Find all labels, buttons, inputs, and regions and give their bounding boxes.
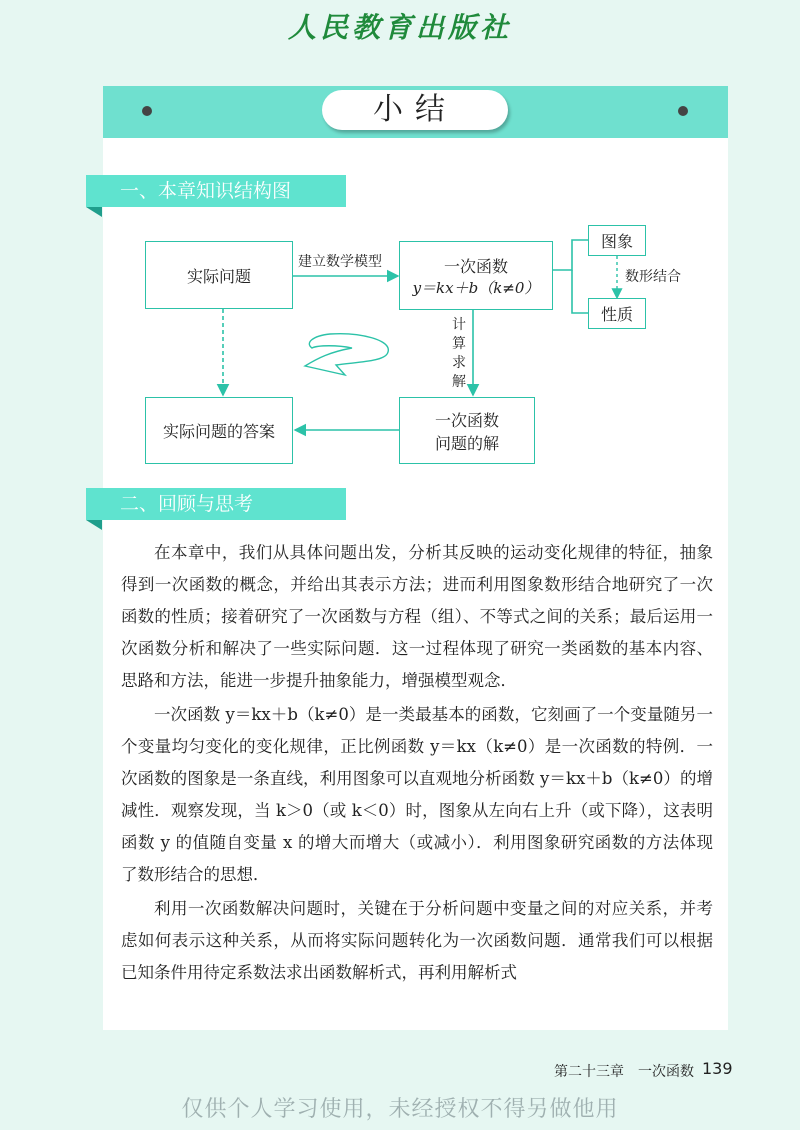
box-real-answer-label: 实际问题的答案	[162, 422, 275, 441]
box-linear-function	[399, 241, 553, 310]
label-combine: 数形结合	[625, 269, 681, 285]
box-solution-line1: 一次函数	[434, 410, 499, 430]
cycle-arrow-icon	[305, 334, 388, 375]
box-property	[588, 298, 646, 329]
publisher-logo: 人民教育出版社	[287, 11, 512, 44]
footer-chapter: 第二十三章 一次函数	[554, 1064, 694, 1080]
section-heading-structure: 一、本章知识结构图	[86, 175, 346, 207]
section-heading-review: 二、回顾与思考	[86, 488, 346, 520]
box-real-problem-label: 实际问题	[186, 266, 251, 286]
paragraph-1: 在本章中，我们从具体问题出发，分析其反映的运动变化规律的特征，抽象得到一次函数的概念，并给出其表示方法；进而利用图象数形结合地研究了一次函数的性质；接着研究了一次函数与方程（组）、不等式之间的关系；最后运用一次函数分析和解决了一些实际问题．这一过程体现了研究一类函数的基本内容、思路和方法，能进一步提升抽象能力，增强模型观念．	[121, 543, 713, 690]
watermark: 仅供个人学习使用，未经授权不得另做他用	[181, 1097, 619, 1122]
paragraph-3: 利用一次函数解决问题时，关键在于分析问题中变量之间的对应关系，并考虑如何表示这种关系，从而将实际问题转化为一次函数问题．通常我们可以根据已知条件用待定系数法求出函数解析式，再利用解析式	[121, 899, 713, 982]
paragraph-2: 一次函数 y＝kx＋b（k≠0）是一类最基本的函数，它刻画了一个变量随另一个变量均匀变化的变化规律，正比例函数 y＝kx（k≠0）是一次函数的特例．一次函数的图象是一条直线，利用图象可以直观地分析函数 y＝kx＋b（k≠0）的增减性．观察发现，当 k＞0（或 k＜0）时，图象从左向右上升（或下降），这表明函数 y 的值随自变量 x 的增大而增大（或减小）．利用图象研究函数的方法体现了数形结合的思想．	[121, 705, 713, 884]
box-real-problem	[145, 241, 293, 309]
page-number: 139	[702, 1059, 733, 1078]
connector-property	[572, 270, 588, 313]
label-build-model: 建立数学模型	[298, 254, 382, 270]
box-solution-line2: 问题的解	[434, 433, 499, 453]
box-graph	[588, 225, 646, 256]
box-linear-function-label: 一次函数	[443, 256, 508, 276]
label-compute: 计算求解	[452, 317, 466, 390]
box-function-solution	[399, 397, 535, 464]
connector-graph	[553, 240, 588, 270]
page-title: 小结	[322, 90, 508, 130]
box-real-answer	[145, 397, 293, 464]
linear-formula: y＝kx＋b（k≠0）	[412, 278, 540, 297]
box-graph-label: 图象	[600, 232, 633, 251]
box-property-label: 性质	[600, 305, 633, 324]
body-text	[121, 537, 713, 989]
